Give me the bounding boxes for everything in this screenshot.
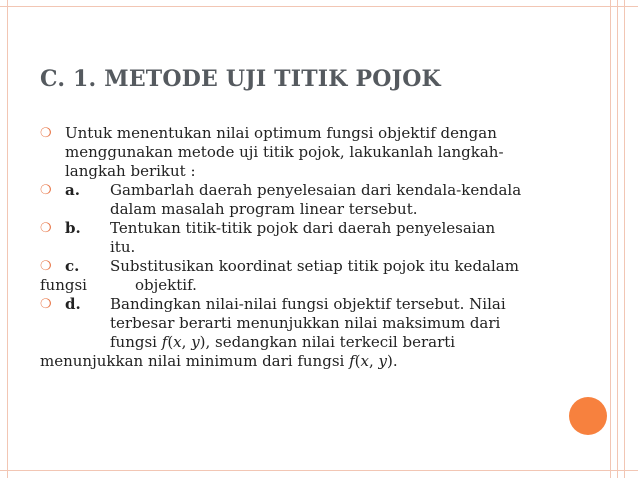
comma: , bbox=[181, 333, 192, 351]
step-text: Gambarlah daerah penyelesaian dari kendala-kendala bbox=[110, 181, 522, 199]
hollow-circle-icon: ❍ bbox=[40, 297, 52, 312]
list-item-intro bbox=[40, 124, 600, 181]
step-label: b. bbox=[65, 219, 81, 237]
decorative-circle bbox=[569, 397, 607, 435]
step-row bbox=[40, 352, 600, 371]
intro-line: langkah berikut : bbox=[65, 162, 196, 180]
hollow-circle-icon: ❍ bbox=[40, 259, 52, 274]
step-text: Tentukan titik-titik pojok dari daerah penyelesaian bbox=[110, 219, 496, 237]
frame-line-right bbox=[610, 0, 611, 478]
slide-title: C. 1. METODE UJI TITIK POJOK bbox=[40, 66, 441, 92]
step-label: a. bbox=[65, 181, 80, 199]
step-row bbox=[65, 181, 600, 200]
step-text: fungsi bbox=[40, 276, 87, 294]
list-item-step-b bbox=[40, 219, 600, 257]
function-symbol: f bbox=[349, 352, 355, 370]
step-text: ). bbox=[387, 352, 398, 370]
variable-x: x bbox=[173, 333, 182, 351]
paren: ( bbox=[354, 352, 361, 370]
frame-line-top bbox=[0, 6, 638, 7]
step-text: itu. bbox=[110, 238, 136, 256]
step-text: menunjukkan nilai minimum dari fungsi bbox=[40, 352, 350, 370]
step-text: Bandingkan nilai-nilai fungsi objektif tersebut. Nilai bbox=[110, 295, 506, 313]
step-text: Substitusikan koordinat setiap titik pojok itu kedalam bbox=[110, 257, 519, 275]
step-text: fungsi bbox=[110, 333, 162, 351]
frame-line-right bbox=[624, 0, 625, 478]
step-row bbox=[40, 276, 600, 295]
list-item-step-c bbox=[40, 257, 600, 295]
paren: ( bbox=[167, 333, 174, 351]
step-row bbox=[65, 219, 600, 238]
frame-line-bottom bbox=[0, 470, 638, 471]
bullet-list bbox=[40, 124, 600, 371]
variable-y: y bbox=[191, 333, 200, 351]
hollow-circle-icon: ❍ bbox=[40, 126, 52, 141]
step-text: objektif. bbox=[135, 276, 197, 294]
step-text: ), sedangkan nilai terkecil berarti bbox=[199, 333, 456, 351]
frame-line-left bbox=[7, 0, 8, 478]
list-item-step-a bbox=[40, 181, 600, 219]
step-row bbox=[65, 257, 600, 276]
hollow-circle-icon: ❍ bbox=[40, 183, 52, 198]
step-row bbox=[65, 295, 600, 314]
hollow-circle-icon: ❍ bbox=[40, 221, 52, 236]
step-label: c. bbox=[65, 257, 80, 275]
comma: , bbox=[368, 352, 379, 370]
variable-y: y bbox=[378, 352, 388, 370]
function-symbol: f bbox=[161, 333, 168, 351]
step-label: d. bbox=[65, 295, 81, 313]
intro-line: menggunakan metode uji titik pojok, lakukanlah langkah- bbox=[65, 143, 504, 161]
step-text: dalam masalah program linear tersebut. bbox=[110, 200, 418, 218]
step-row bbox=[65, 333, 600, 352]
list-item-step-d bbox=[40, 295, 600, 371]
step-text: terbesar berarti menunjukkan nilai maksimum dari bbox=[110, 314, 501, 332]
variable-x: x bbox=[360, 352, 369, 370]
intro-line: Untuk menentukan nilai optimum fungsi objektif dengan bbox=[65, 124, 497, 142]
frame-line-right bbox=[617, 0, 618, 478]
